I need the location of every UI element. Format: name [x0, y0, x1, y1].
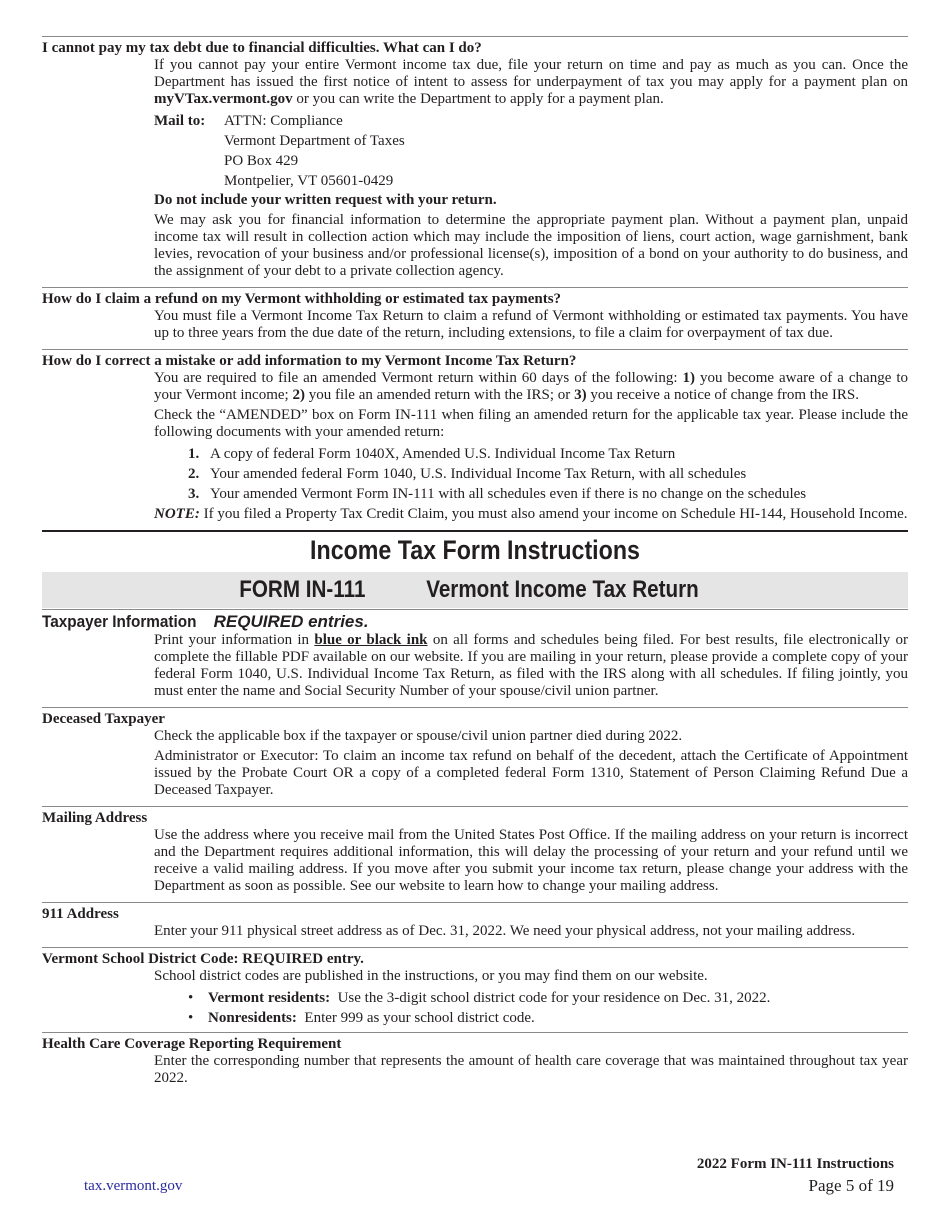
paragraph: Use the address where you receive mail from the United States Post Office. If the mailing address on your return is incorrect and the Department requires additional information, this will delay the processing of your return and your refund until we receive a valid mailing address. If you move after you submit your income tax return, please change your address with the Department as soon as possible. See our website to learn how to change your mailing address. — [154, 827, 908, 894]
footer-website-link[interactable]: tax.vermont.gov — [84, 1178, 183, 1194]
section-taxpayer-info — [42, 610, 908, 707]
myvtax-link[interactable]: myVTax.vermont.gov — [154, 91, 293, 107]
list-text: A copy of federal Form 1040X, Amended U.S. Individual Income Tax Return — [210, 446, 676, 462]
paragraph — [154, 370, 908, 404]
section-refund — [42, 288, 908, 349]
section-health-care — [42, 1033, 908, 1094]
section-body — [154, 968, 908, 1028]
paragraph: Enter the corresponding number that represents the amount of health care coverage that was maintained throughout tax year 2022. — [154, 1053, 908, 1086]
list-item — [188, 988, 908, 1008]
text: Print your information in — [154, 632, 315, 648]
mailing-address — [224, 111, 405, 191]
page-title: Income Tax Form Instructions — [310, 535, 640, 565]
list-item — [188, 444, 908, 464]
thick-divider — [42, 530, 908, 532]
document-page — [42, 36, 908, 1094]
amend-documents-list — [188, 444, 908, 504]
paragraph: We may ask you for financial information to determine the appropriate payment plan. Without a payment plan, unpaid income tax will result in collection action which may include the imposition of liens, court action, wage garnishment, bank levies, revocation of your business and/or professional license(s), imposition of a bond on your authority to do business, and the assignment of your debt to a private collection agency. — [154, 212, 908, 279]
note-text: If you filed a Property Tax Credit Claim, you must also amend your income on Schedule HI-144, Household Income. — [199, 506, 908, 522]
footer-form-name: 2022 Form IN-111 Instructions — [696, 1156, 894, 1172]
question-heading: How do I correct a mistake or add information to my Vermont Income Tax Return? — [42, 353, 577, 369]
list-item — [188, 484, 908, 504]
bullet-icon: • — [188, 1010, 194, 1026]
section-911-address — [42, 903, 908, 947]
mail-to-label: Mail to: — [154, 113, 206, 129]
heading-text: Taxpayer Information — [42, 612, 197, 631]
list-number: 1. — [188, 446, 200, 462]
text: you receive a notice of change from the IRS. — [586, 387, 859, 403]
text: on all forms and schedules being filed. For best results, file electronically or complete the fillable PDF available on our website. If you are mailing in your return, please provide a complete copy of your federal Form 1040, U.S. Individual Income Tax Return, as filed with the IRS along with all schedules. If filing jointly, you must enter the name and Social Security Number of your spouse/civil union partner. — [154, 632, 908, 699]
footer-page-info — [697, 1154, 894, 1198]
mail-to-block — [154, 111, 908, 191]
text: or you can write the Department to apply for a payment plan. — [292, 91, 664, 107]
paragraph: Check the “AMENDED” box on Form IN-111 when filing an amended return for the applicable tax year. Please include the following documents with your amended return: — [154, 407, 908, 440]
section-heading — [42, 610, 908, 632]
paragraph: School district codes are published in the instructions, or you may find them on our website. — [154, 968, 708, 984]
section-body — [154, 370, 908, 523]
section-deceased — [42, 708, 908, 806]
address-line: ATTN: Compliance — [224, 113, 343, 129]
form-title: Vermont Income Tax Return — [426, 576, 699, 603]
section-body — [154, 57, 908, 280]
list-number: 2. — [188, 466, 200, 482]
num: 2) — [292, 387, 305, 403]
paragraph: Check the applicable box if the taxpayer or spouse/civil union partner died during 2022. — [154, 728, 683, 744]
paragraph — [154, 57, 908, 108]
warning-text: Do not include your written request with your return. — [154, 192, 497, 208]
form-number: FORM IN-111 — [239, 576, 366, 603]
section-body — [154, 308, 908, 342]
ink-emphasis: blue or black ink — [314, 632, 428, 648]
bullet-text: Use the 3-digit school district code for your residence on Dec. 31, 2022. — [330, 990, 771, 1006]
section-body — [154, 632, 908, 700]
note — [154, 506, 908, 523]
address-line: Vermont Department of Taxes — [224, 133, 405, 149]
text: you file an amended return with the IRS; or — [304, 387, 575, 403]
note-label: NOTE: — [154, 506, 200, 522]
form-title-band — [42, 572, 908, 608]
section-heading: Vermont School District Code: REQUIRED entry. — [42, 951, 364, 967]
section-school-district — [42, 948, 908, 1032]
list-item — [188, 464, 908, 484]
list-text: Your amended Vermont Form IN-111 with all schedules even if there is no change on the schedules — [210, 486, 807, 502]
list-item — [188, 1008, 908, 1028]
bullet-icon: • — [188, 990, 194, 1006]
paragraph — [154, 632, 908, 700]
section-body — [154, 1053, 908, 1087]
section-body — [154, 827, 908, 895]
question-heading: I cannot pay my tax debt due to financial difficulties. What can I do? — [42, 40, 482, 56]
num: 3) — [574, 387, 587, 403]
section-heading: 911 Address — [42, 906, 119, 922]
section-heading: Mailing Address — [42, 810, 148, 826]
section-heading: Deceased Taxpayer — [42, 711, 165, 727]
section-body — [154, 923, 908, 940]
paragraph: You must file a Vermont Income Tax Return to claim a refund of Vermont withholding or estimated tax payments. You have up to three years from the due date of the return, including extensions, to file a claim for overpayment of tax due. — [154, 308, 908, 341]
section-payment-plan — [42, 37, 908, 287]
section-body — [154, 728, 908, 799]
list-text: Your amended federal Form 1040, U.S. Individual Income Tax Return, with all schedules — [210, 466, 747, 482]
text: If you cannot pay your entire Vermont income tax due, file your return on time and pay as much as you can. Once the Department has issued the first notice of intent to assess for underpayment of tax you may apply for a payment plan on — [154, 57, 908, 90]
address-line: PO Box 429 — [224, 153, 299, 169]
bullet-label: Nonresidents: — [208, 1010, 297, 1026]
address-line: Montpelier, VT 05601-0429 — [224, 173, 394, 189]
section-mailing-address — [42, 807, 908, 902]
bullet-text: Enter 999 as your school district code. — [296, 1010, 535, 1026]
text: you become aware of a change to your Vermont income; — [154, 370, 908, 403]
paragraph: Administrator or Executor: To claim an income tax refund on behalf of the decedent, attach the Certificate of Appointment issued by the Probate Court OR a copy of a completed federal Form 1310, Statement of Person Claiming Refund Due a Deceased Taxpayer. — [154, 748, 908, 798]
section-amend — [42, 350, 908, 530]
list-number: 3. — [188, 486, 200, 502]
required-label: REQUIRED entries. — [213, 612, 369, 631]
bullet-label: Vermont residents: — [208, 990, 331, 1006]
paragraph: Enter your 911 physical street address as of Dec. 31, 2022. We need your physical address, not your mailing address. — [154, 923, 856, 939]
section-heading: Health Care Coverage Reporting Requirement — [42, 1036, 342, 1052]
question-heading: How do I claim a refund on my Vermont withholding or estimated tax payments? — [42, 291, 562, 307]
footer-page-number: Page 5 of 19 — [808, 1176, 894, 1195]
num: 1) — [682, 370, 695, 386]
text: You are required to file an amended Vermont return within 60 days of the following: — [154, 370, 683, 386]
bullet-list — [188, 988, 908, 1028]
